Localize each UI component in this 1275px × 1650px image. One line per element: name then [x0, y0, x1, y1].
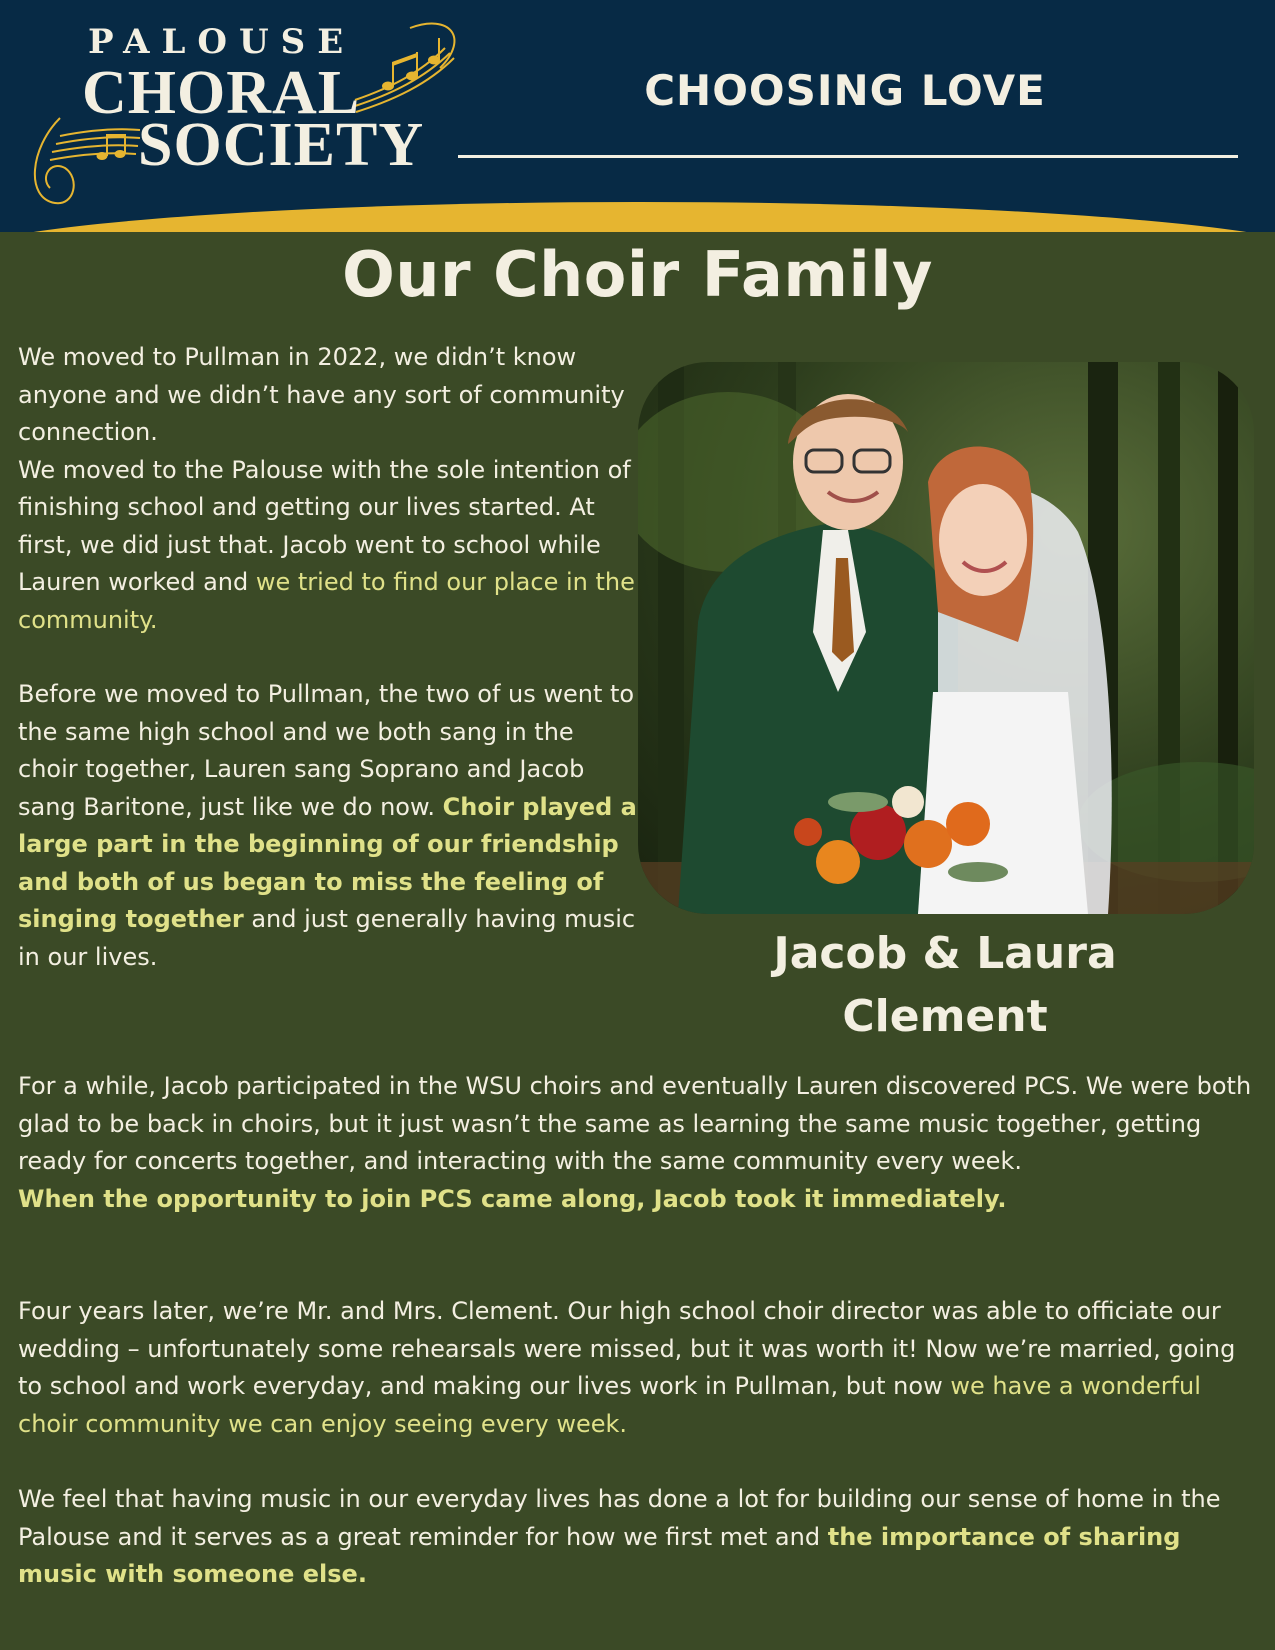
paragraph-1-highlight: we tried to find our place in the community.	[18, 568, 635, 634]
paragraph-1	[18, 339, 638, 639]
paragraph-5-text-a: We feel that having music in our everyday lives has done a lot for building our sense of home in the Palouse and it serves as a great reminder for how we first met and	[18, 1485, 1221, 1551]
paragraph-1-text-a: We moved to Pullman in 2022, we didn’t know anyone and we didn’t have any sort of community connection.	[18, 343, 625, 446]
paragraph-2-highlight: Choir played a large part in the beginning of our friendship and both of us began to miss the feeling of singing together	[18, 792, 637, 933]
paragraph-4-highlight: we have a wonderful choir community we can enjoy seeing every week.	[18, 1372, 1201, 1438]
paragraph-3	[18, 1068, 1258, 1218]
caption-surname: Clement	[842, 991, 1048, 1042]
paragraph-2-text-c: and just generally having music in our lives.	[18, 905, 636, 971]
paragraph-3-highlight: When the opportunity to join PCS came along, Jacob took it immediately.	[18, 1184, 1007, 1213]
photo-caption	[700, 922, 1190, 1048]
paragraph-1-text-b: We moved to the Palouse with the sole intention of finishing school and getting our lives started. At first, we did just that. Jacob went to school while Lauren worked and	[18, 455, 631, 596]
logo-palouse-text: PALOUSE	[88, 22, 356, 62]
wedding-photo	[638, 362, 1254, 914]
paragraph-5-highlight: the importance of sharing music with someone else.	[18, 1522, 1181, 1588]
logo-choral-text: CHORAL	[82, 59, 361, 127]
header-title: CHOOSING LOVE	[644, 66, 1046, 115]
paragraph-2	[18, 676, 638, 976]
paragraph-4-text-a: Four years later, we’re Mr. and Mrs. Clement. Our high school choir director was able to officiate our wedding – unfortunately some rehearsals were missed, but it was worth it! Now we’re married, going to school and work everyday, and making our lives work in Pullman, but now	[18, 1297, 1236, 1400]
header-banner	[0, 0, 1275, 236]
paragraph-4	[18, 1293, 1258, 1443]
left-column	[18, 339, 638, 976]
paragraph-5	[18, 1481, 1258, 1594]
paragraph-2-text-a: Before we moved to Pullman, the two of us went to the same high school and we both sang in the choir together, Lauren sang Soprano and Jacob sang Baritone, just like we do now.	[18, 680, 635, 821]
paragraph-3-text-a: For a while, Jacob participated in the WSU choirs and eventually Lauren discovered PCS. We were both glad to be back in choirs, but it just wasn’t the same as learning the same music together, getting ready for concerts together, and interacting with the same community every week.	[18, 1072, 1252, 1175]
header-divider	[458, 155, 1238, 158]
logo-society-text: SOCIETY	[138, 111, 425, 179]
caption-names: Jacob & Laura	[773, 928, 1117, 979]
wedding-photo-icon	[638, 362, 1254, 914]
palouse-choral-society-logo	[20, 18, 480, 213]
page-title: Our Choir Family	[342, 238, 933, 311]
